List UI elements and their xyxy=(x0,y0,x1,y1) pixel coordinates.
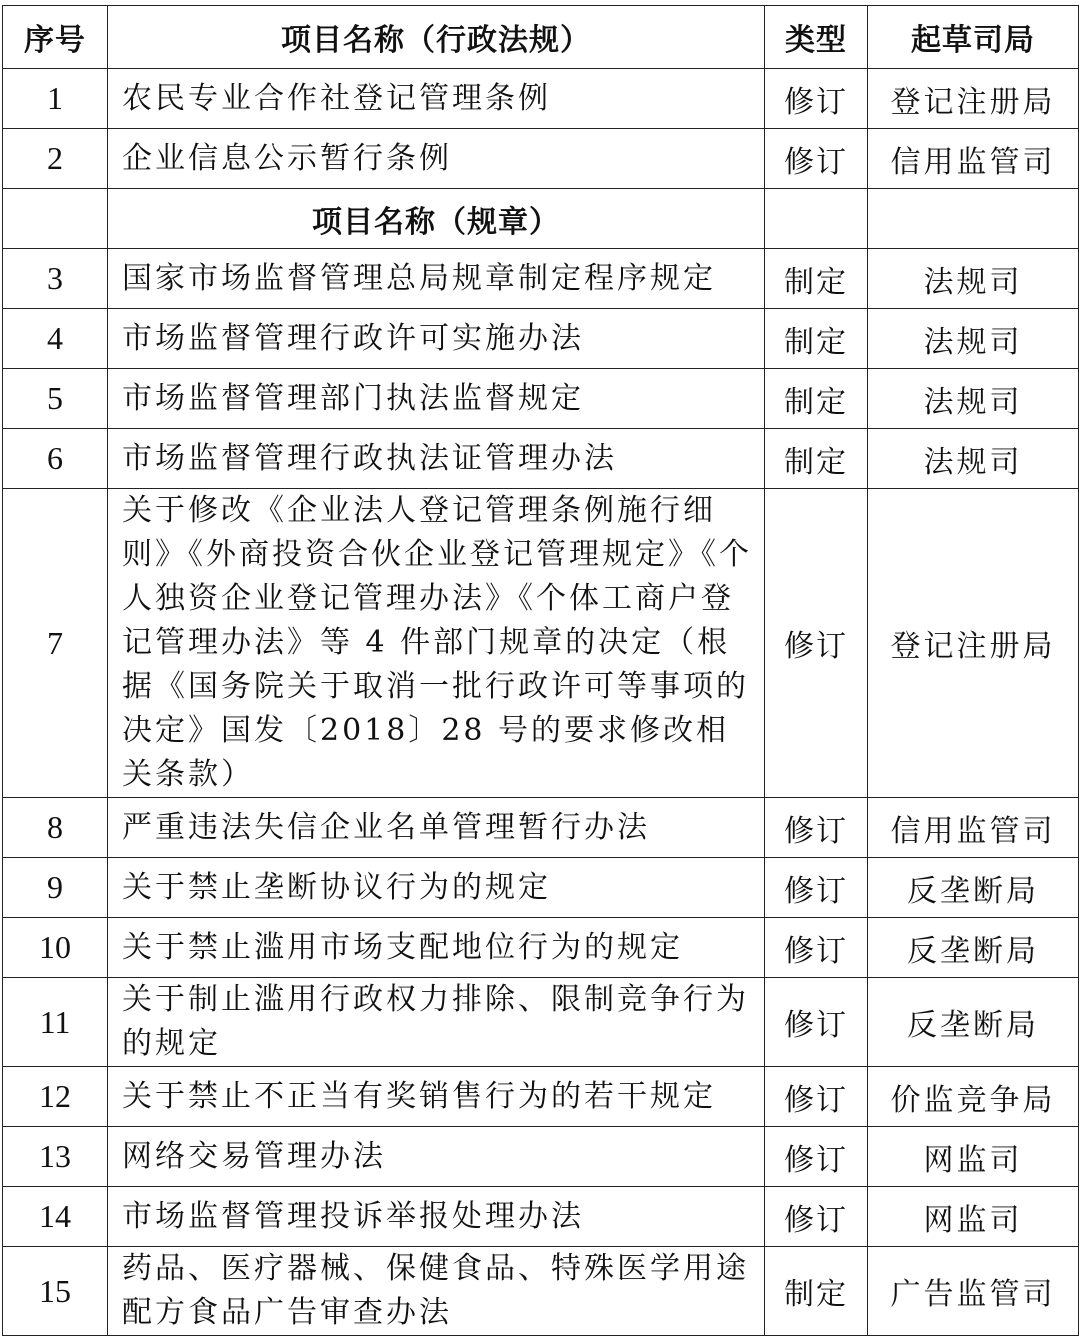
table-row xyxy=(3,978,1079,1067)
row-no: 10 xyxy=(3,918,108,978)
row-name: 市场监督管理部门执法监督规定 xyxy=(108,369,765,429)
header-row xyxy=(3,6,1079,69)
row-no: 15 xyxy=(3,1247,108,1336)
row-type: 制定 xyxy=(765,429,868,489)
row-name: 关于禁止滥用市场支配地位行为的规定 xyxy=(108,918,765,978)
table-row xyxy=(3,858,1079,918)
row-dept: 反垄断局 xyxy=(868,858,1079,918)
subheader-no-empty xyxy=(3,189,108,249)
row-dept: 反垄断局 xyxy=(868,918,1079,978)
table-row xyxy=(3,309,1079,369)
table-row xyxy=(3,369,1079,429)
row-dept: 法规司 xyxy=(868,369,1079,429)
row-dept: 网监司 xyxy=(868,1127,1079,1187)
table-row xyxy=(3,918,1079,978)
row-no: 13 xyxy=(3,1127,108,1187)
row-name: 企业信息公示暂行条例 xyxy=(108,129,765,189)
row-dept: 网监司 xyxy=(868,1187,1079,1247)
row-dept: 登记注册局 xyxy=(868,489,1079,798)
row-no: 9 xyxy=(3,858,108,918)
row-name: 关于修改《企业法人登记管理条例施行细则》《外商投资合伙企业登记管理规定》《个人独资企业登记管理办法》《个体工商户登记管理办法》等 4 件部门规章的决定（根据《国务院关于取消一批行政许可等事项的决定》国发〔2018〕28 号的要求修改相关条款） xyxy=(108,489,765,798)
subheader-dept-empty xyxy=(868,189,1079,249)
row-name: 药品、医疗器械、保健食品、特殊医学用途配方食品广告审查办法 xyxy=(108,1247,765,1336)
row-name: 关于制止滥用行政权力排除、限制竞争行为的规定 xyxy=(108,978,765,1067)
row-dept: 价监竞争局 xyxy=(868,1067,1079,1127)
row-dept: 法规司 xyxy=(868,309,1079,369)
row-dept: 信用监管司 xyxy=(868,798,1079,858)
table-row xyxy=(3,69,1079,129)
row-type: 制定 xyxy=(765,309,868,369)
row-type: 修订 xyxy=(765,978,868,1067)
row-name: 农民专业合作社登记管理条例 xyxy=(108,69,765,129)
row-name: 市场监督管理行政许可实施办法 xyxy=(108,309,765,369)
row-no: 11 xyxy=(3,978,108,1067)
row-dept: 广告监管司 xyxy=(868,1247,1079,1336)
header-type: 类型 xyxy=(765,6,868,69)
row-name: 市场监督管理行政执法证管理办法 xyxy=(108,429,765,489)
table-row xyxy=(3,798,1079,858)
row-type: 制定 xyxy=(765,249,868,309)
table-row xyxy=(3,489,1079,798)
table-row xyxy=(3,1127,1079,1187)
row-dept: 信用监管司 xyxy=(868,129,1079,189)
row-type: 修订 xyxy=(765,1187,868,1247)
row-name: 关于禁止不正当有奖销售行为的若干规定 xyxy=(108,1067,765,1127)
row-type: 制定 xyxy=(765,369,868,429)
row-type: 制定 xyxy=(765,1247,868,1336)
row-dept: 法规司 xyxy=(868,249,1079,309)
subheader-name: 项目名称（规章） xyxy=(108,189,765,249)
table-row xyxy=(3,429,1079,489)
table-row xyxy=(3,1067,1079,1127)
row-dept: 法规司 xyxy=(868,429,1079,489)
row-no: 2 xyxy=(3,129,108,189)
row-type: 修订 xyxy=(765,1127,868,1187)
row-type: 修订 xyxy=(765,858,868,918)
header-name: 项目名称（行政法规） xyxy=(108,6,765,69)
row-type: 修订 xyxy=(765,129,868,189)
table-row xyxy=(3,1247,1079,1336)
table-row xyxy=(3,1187,1079,1247)
row-type: 修订 xyxy=(765,918,868,978)
subheader-type-empty xyxy=(765,189,868,249)
row-name: 市场监督管理投诉举报处理办法 xyxy=(108,1187,765,1247)
row-dept: 反垄断局 xyxy=(868,978,1079,1067)
subheader-row xyxy=(3,189,1079,249)
row-no: 4 xyxy=(3,309,108,369)
header-no: 序号 xyxy=(3,6,108,69)
row-no: 6 xyxy=(3,429,108,489)
header-dept: 起草司局 xyxy=(868,6,1079,69)
row-type: 修订 xyxy=(765,1067,868,1127)
row-no: 5 xyxy=(3,369,108,429)
row-type: 修订 xyxy=(765,798,868,858)
row-no: 7 xyxy=(3,489,108,798)
row-name: 严重违法失信企业名单管理暂行办法 xyxy=(108,798,765,858)
legislation-plan-table xyxy=(2,5,1079,1336)
table-row xyxy=(3,249,1079,309)
row-no: 8 xyxy=(3,798,108,858)
row-name: 国家市场监督管理总局规章制定程序规定 xyxy=(108,249,765,309)
row-type: 修订 xyxy=(765,489,868,798)
row-no: 1 xyxy=(3,69,108,129)
row-dept: 登记注册局 xyxy=(868,69,1079,129)
row-no: 3 xyxy=(3,249,108,309)
row-name: 网络交易管理办法 xyxy=(108,1127,765,1187)
row-no: 12 xyxy=(3,1067,108,1127)
row-type: 修订 xyxy=(765,69,868,129)
row-name: 关于禁止垄断协议行为的规定 xyxy=(108,858,765,918)
row-no: 14 xyxy=(3,1187,108,1247)
table-row xyxy=(3,129,1079,189)
